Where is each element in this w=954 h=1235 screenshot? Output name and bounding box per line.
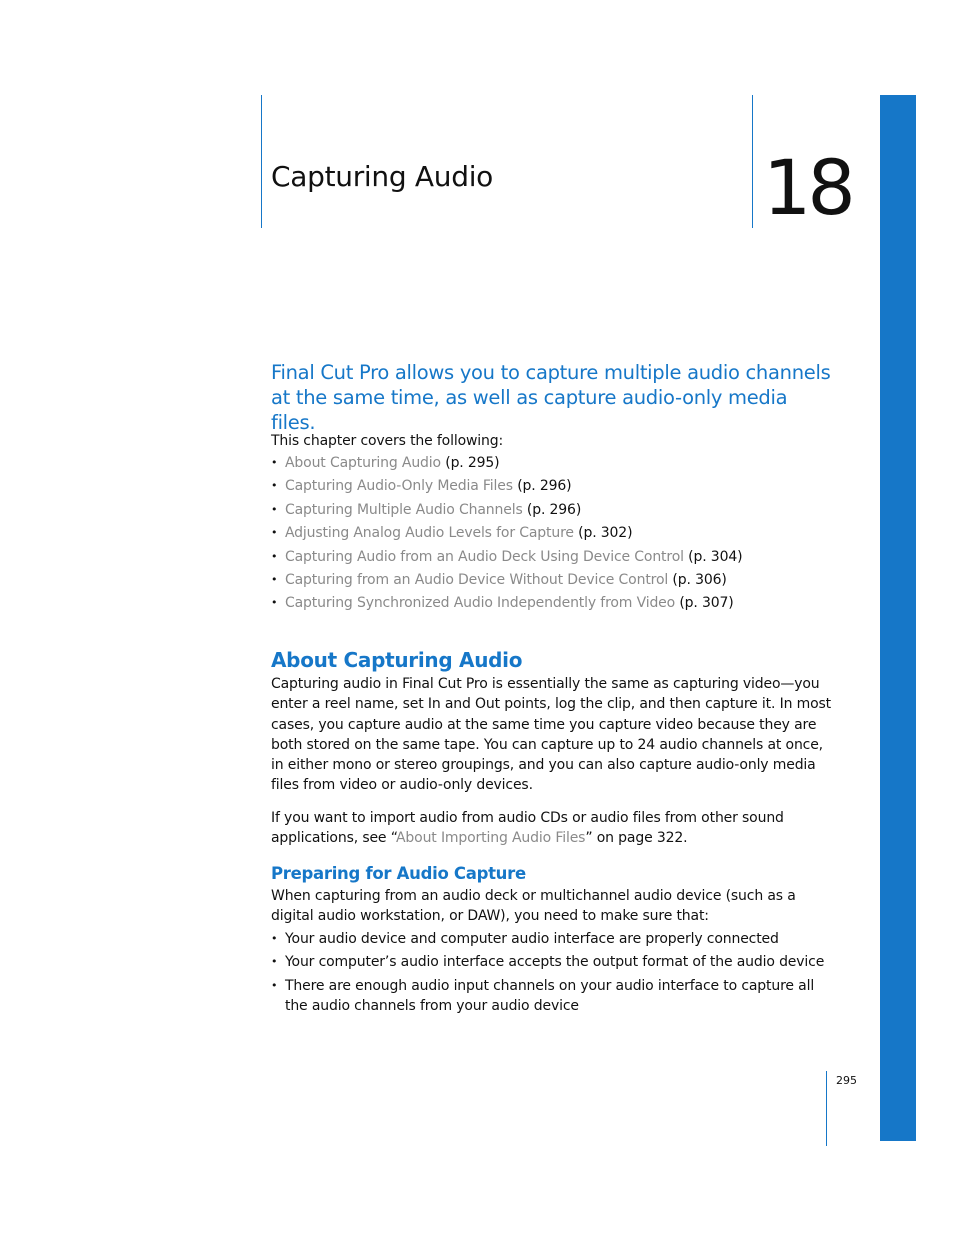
toc-page: (p. 295) — [440, 455, 500, 471]
footer-rule — [826, 1071, 827, 1146]
importing-audio-link[interactable]: About Importing Audio Files — [396, 830, 586, 847]
toc-page: (p. 306) — [668, 571, 727, 588]
toc-link[interactable]: Capturing Synchronized Audio Independently from Video — [285, 595, 676, 612]
toc-page: (p. 307) — [675, 595, 734, 612]
preparing-checklist — [271, 929, 831, 1019]
toc-link[interactable]: Capturing Audio from an Audio Deck Using Device Control — [285, 548, 684, 565]
toc-page: (p. 296) — [512, 478, 572, 495]
checklist-item: • There are enough audio input channels on your audio interface to capture all the audio channels from your audio device — [271, 976, 831, 1017]
chapter-title: Capturing Audio — [271, 160, 494, 193]
title-left-rule — [261, 95, 262, 228]
checklist-item: • Your computer’s audio interface accepts the output format of the audio device — [271, 952, 831, 972]
section-heading-preparing: Preparing for Audio Capture — [271, 864, 526, 883]
toc-item — [271, 547, 742, 570]
toc-link[interactable]: Capturing from an Audio Device Without Device Control — [285, 571, 669, 588]
chapter-toc — [271, 453, 742, 617]
chapter-number: 18 — [763, 143, 852, 232]
toc-link[interactable]: Capturing Multiple Audio Channels — [285, 501, 523, 518]
covers-label: This chapter covers the following: — [271, 433, 504, 449]
chapter-intro: Final Cut Pro allows you to capture multiple audio channels at the same time, as well as capture audio-only media files. — [271, 361, 831, 434]
toc-item — [271, 593, 742, 616]
paragraph-text: If you want to import audio from audio CDs or audio files from other sound applications, see “ — [271, 810, 784, 847]
toc-item — [271, 500, 742, 523]
number-left-rule — [752, 95, 753, 228]
toc-link[interactable]: Capturing Audio-Only Media Files — [285, 478, 513, 495]
toc-link[interactable]: Adjusting Analog Audio Levels for Capture — [285, 525, 574, 542]
page-number: 295 — [836, 1074, 857, 1087]
toc-page: (p. 302) — [573, 525, 633, 542]
chapter-tab-bar — [880, 95, 916, 1141]
preparing-paragraph: When capturing from an audio deck or multichannel audio device (such as a digital audio workstation, or DAW), you need to make sure that: — [271, 888, 796, 925]
paragraph-text: ” on page 322. — [585, 830, 688, 847]
toc-item — [271, 570, 742, 593]
import-reference-paragraph — [271, 808, 831, 849]
section-heading-about: About Capturing Audio — [271, 648, 523, 672]
toc-item — [271, 476, 742, 499]
toc-item — [271, 453, 742, 476]
toc-page: (p. 296) — [522, 501, 582, 518]
toc-page: (p. 304) — [683, 548, 743, 565]
about-paragraph: Capturing audio in Final Cut Pro is essentially the same as capturing video—you enter a reel name, set In and Out points, log the clip, and then capture it. In most cases, you capture audio at the same time you capture video because they are both stored on the same tape. You can capture up to 24 audio channels at once, in either mono or stereo groupings, and you can also capture audio-only media files from video or audio-only devices. — [271, 676, 831, 794]
toc-link[interactable]: About Capturing Audio — [285, 455, 441, 471]
toc-item — [271, 523, 742, 546]
checklist-item: • Your audio device and computer audio interface are properly connected — [271, 929, 831, 949]
